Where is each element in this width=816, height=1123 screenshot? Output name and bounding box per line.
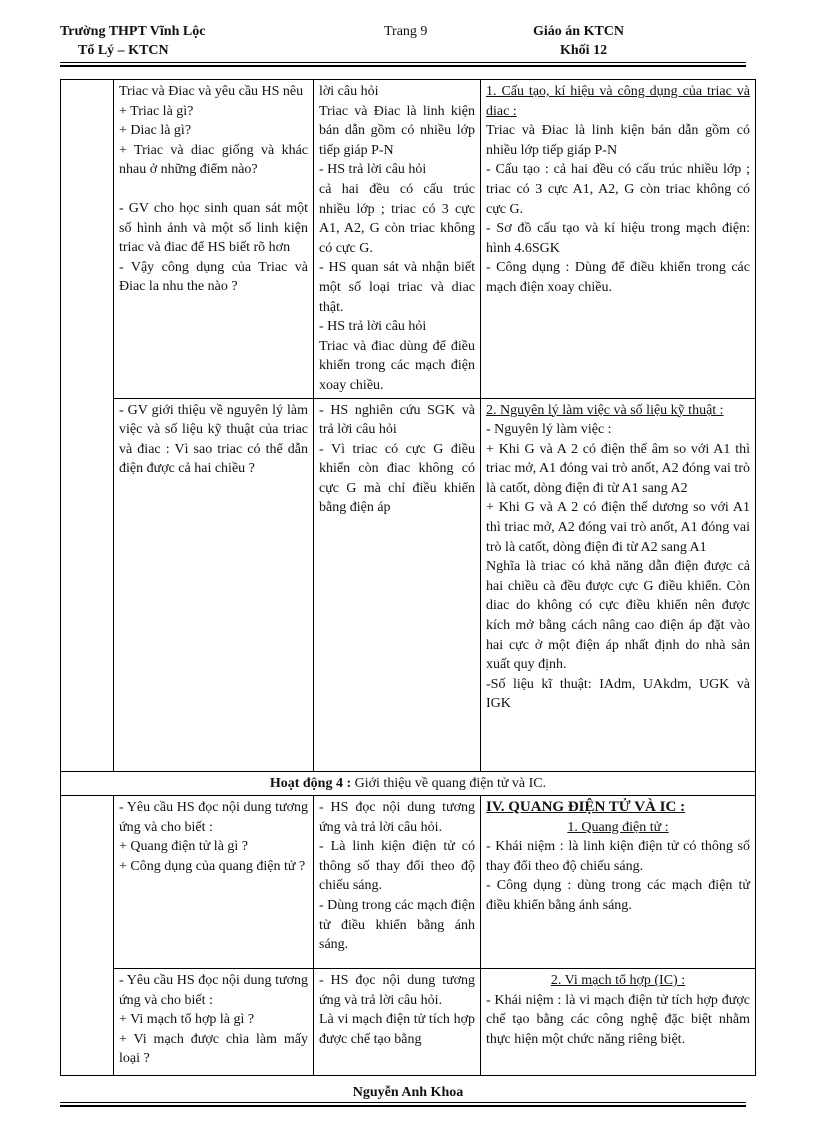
teacher-line: + Công dụng của quang điện tử ?	[119, 858, 306, 874]
header-rule-thick	[60, 65, 746, 67]
content-line: - Nguyên lý làm việc :	[486, 422, 612, 438]
teacher-line: + Diac là gì?	[119, 123, 192, 139]
content-line: - Khái niệm : là linh kiện điện tử có thông số thay đổi theo độ chiếu sáng.	[486, 839, 750, 874]
section-subheading: 2. Vi mạch tổ hợp (IC) :	[550, 973, 686, 989]
blank-column-cell	[61, 80, 114, 772]
teacher-activity-cell	[114, 398, 314, 771]
content-cell	[481, 969, 756, 1076]
activity-title: Giới thiệu về quang điện tử và IC.	[351, 775, 547, 791]
teacher-line: + Vi mạch được chia làm mấy loại ?	[119, 1031, 308, 1067]
teacher-line: - Vậy công dụng của Triac và Điac la nhu the nào ?	[119, 259, 308, 295]
teacher-line: - GV cho học sinh quan sát một số hình ảnh và một số linh kiện triac và điac để HS biết rõ hơn	[119, 200, 308, 256]
student-activity-cell	[314, 796, 481, 969]
content-cell	[481, 80, 756, 399]
teacher-line: Triac và Điac và yêu cầu HS nêu	[119, 84, 304, 99]
teacher-activity-cell	[114, 969, 314, 1076]
header-rule-thin	[60, 62, 746, 63]
table-row	[61, 969, 756, 1076]
content-line: - Khái niệm : là vi mạch điện tử tích hợp được chế tạo bằng các công nghệ đặc biệt nhằm thực hiện một chức năng riêng biệt.	[486, 992, 750, 1047]
student-line: Triac và điac dùng để điều khiển trong các mạch điện xoay chiều.	[319, 338, 475, 393]
student-activity-cell	[314, 969, 481, 1076]
teacher-line: + Vi mạch tổ hợp là gì ?	[119, 1012, 255, 1028]
teacher-activity-cell	[114, 80, 314, 399]
activity-heading-cell	[61, 771, 756, 796]
lesson-plan-table	[60, 79, 756, 1076]
teacher-line: + Quang điện tử là gì ?	[119, 839, 249, 855]
section-heading: IV. QUANG ĐIỆN TỬ VÀ IC :	[486, 799, 686, 816]
content-line: -Số liệu kĩ thuật: IAdm, UAkdm, UGK và IGK	[486, 676, 750, 712]
student-activity-cell	[314, 80, 481, 399]
grade-label: Khối 12	[560, 43, 608, 58]
page-number: Trang 9	[384, 24, 428, 39]
school-name: Trường THPT Vĩnh Lộc	[60, 24, 206, 39]
activity-heading-row	[61, 771, 756, 796]
student-line: Là vi mạch điện tử tích hợp được chế tạo bằng	[319, 1012, 475, 1047]
author-name: Nguyễn Anh Khoa	[352, 1085, 464, 1100]
student-line: - HS quan sát và nhận biết một số loại triac và diac thật.	[319, 260, 475, 315]
student-line: - HS đọc nội dung tương ứng và trả lời câu hỏi.	[319, 800, 475, 835]
teacher-line: - Yêu cầu HS đọc nội dung tương ứng và cho biết :	[119, 800, 308, 835]
teacher-activity-cell	[114, 796, 314, 969]
content-line: + Khi G và A 2 có điện thế dương so với A1 thì triac mở, A2 đóng vai trò anốt, A1 đóng vai trò là catốt, dòng điện đi từ A2 sang A1	[486, 500, 750, 555]
content-cell	[481, 796, 756, 969]
table-row	[61, 398, 756, 771]
student-activity-cell	[314, 398, 481, 771]
content-line: Nghĩa là triac có khả năng dẫn điện được cả hai chiều cà đều được cực G điều khiển. Còn diac do không có cực điều khiển nên được kích mở bằng cách nâng cao điện áp đặt vào hai cực ở một điện áp nhất định do nhà sản xuất quy định.	[486, 559, 750, 673]
content-line: - Sơ đồ cấu tạo và kí hiệu trong mạch điện: hình 4.6SGK	[486, 221, 750, 256]
content-line: - Công dụng : Dùng để điều khiển trong các mạch điện xoay chiều.	[486, 260, 750, 295]
student-line: - HS trả lời câu hỏi	[319, 319, 427, 335]
student-line: cả hai đều có cấu trúc nhiều lớp ; triac có 3 cực A1, A2, G còn triac không có cực G.	[319, 181, 475, 256]
section-heading: 2. Nguyên lý làm việc và số liệu kỹ thuật :	[486, 402, 724, 418]
subject-title: Giáo án KTCN	[533, 24, 625, 39]
footer-rule-thin	[60, 1102, 746, 1103]
content-line: + Khi G và A 2 có điện thế âm so với A1 thì triac mở, A1 đóng vai trò anốt, A2 đóng vai trò là catốt, dòng điện đi từ A1 sang A2	[486, 441, 750, 496]
student-line: - Vì triac có cực G điều khiển còn điac không có cực G mà chỉ điều khiển bằng điện áp	[319, 441, 475, 516]
content-cell	[481, 398, 756, 771]
teacher-line: + Triac là gì?	[119, 103, 194, 119]
teacher-line: - GV giới thiệu về nguyên lý làm việc và số liệu kỹ thuật của triac và điac : Vì sao triac có thể dẫn điện được cả hai chiều ?	[119, 402, 308, 477]
department-name: Tổ Lý – KTCN	[78, 43, 169, 58]
content-line: Triac và Điac là linh kiện bán dẫn gồm có nhiều lớp tiếp giáp P-N	[486, 123, 750, 158]
teacher-line: + Triac và diac giống và khác nhau ở những điểm nào?	[119, 142, 308, 178]
blank-column-cell	[61, 796, 114, 1076]
section-subheading: 1. Quang điện tử :	[567, 819, 669, 835]
student-line: - Là linh kiện điện tử có thông số thay đổi theo độ chiếu sáng.	[319, 839, 475, 894]
student-line: - HS nghiên cứu SGK và trả lời câu hỏi	[319, 402, 475, 438]
table-row	[61, 796, 756, 969]
table-row	[61, 80, 756, 399]
section-heading: 1. Cấu tạo, kí hiệu và công dụng của triac và diac :	[486, 84, 750, 119]
student-line: - HS trả lời câu hỏi	[319, 162, 427, 178]
student-line: Triac và Điac là linh kiện bán dẫn gồm có nhiều lớp tiếp giáp P-N	[319, 103, 475, 158]
student-line: - HS đọc nội dung tương ứng và trả lời câu hỏi.	[319, 973, 475, 1008]
activity-label: Hoạt động 4 :	[269, 775, 352, 791]
student-line: lời câu hỏi	[319, 84, 379, 99]
content-line: - Công dụng : dùng trong các mạch điện tử điều khiển bằng ánh sáng.	[486, 878, 750, 914]
teacher-line: - Yêu cầu HS đọc nội dung tương ứng và cho biết :	[119, 973, 308, 1008]
content-line: - Cấu tạo : cả hai đều có cấu trúc nhiều lớp ; triac có 3 cực A1, A2, G còn triac không có cực G.	[486, 162, 750, 217]
student-line: - Dùng trong các mạch điện tử điều khiển bằng ánh sáng.	[319, 898, 475, 953]
footer-rule-thick	[60, 1105, 746, 1107]
